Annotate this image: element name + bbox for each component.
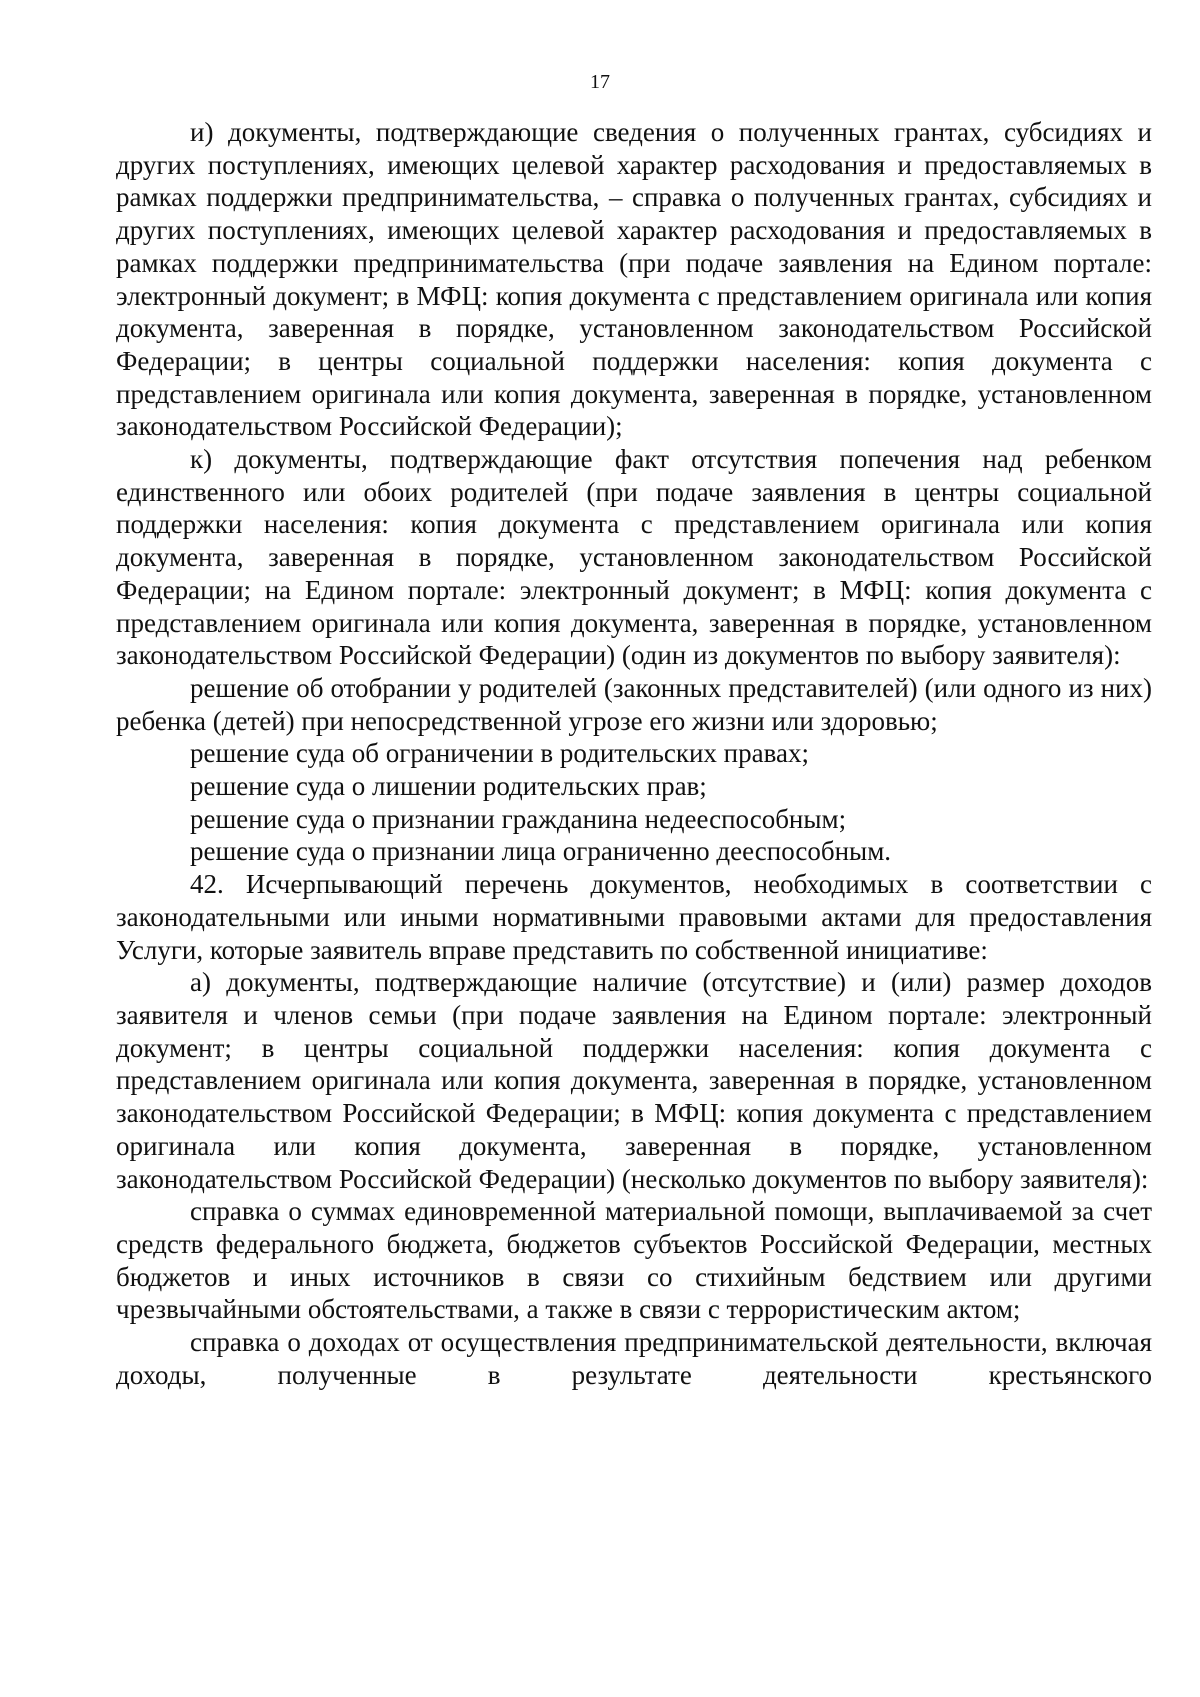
page-number: 17 [590,71,610,93]
paragraph-i-grants: и) документы, подтверждающие сведения о полученных грантах, субсидиях и других поступлениях, имеющих целевой характер расходования и предоставляемых в рамках поддержки предпринимательства, – справка о полученных грантах, субсидиях и других поступлениях, имеющих целевой характер расходования и предоставляемых в рамках поддержки предпринимательства (при подаче заявления на Едином портале: электронный документ; в МФЦ: копия документа с представлением оригинала или копия документа, заверенная в порядке, установленном законодательством Российской Федерации; в центры социальной поддержки населения: копия документа с представлением оригинала или копия документа, заверенная в порядке, установленном законодательством Российской Федерации); [116,117,1152,442]
document-body [116,116,1152,1391]
list-item-business-income: справка о доходах от осуществления предпринимательской деятельности, включая доходы, полученные в результате деятельности крестьянского [116,1327,1152,1390]
list-item-incapacity: решение суда о признании гражданина недееспособным; [190,803,847,834]
list-item-rights-restriction: решение суда об ограничении в родительских правах; [190,738,809,769]
list-item-removal-decision: решение об отобрании у родителей (законных представителей) (или одного из них) ребенка (детей) при непосредственной угрозе его жизни или здоровью; [116,672,1152,736]
paragraph-42: 42. Исчерпывающий перечень документов, необходимых в соответствии с законодательными или иными нормативными правовыми актами для предоставления Услуги, которые заявитель вправе представить по собственной инициативе: [116,869,1152,965]
list-item-emergency-aid: справка о суммах единовременной материальной помощи, выплачиваемой за счет средств федерального бюджета, бюджетов субъектов Российской Федерации, местных бюджетов и иных источников в связи со стихийным бедствием или другими чрезвычайными обстоятельствами, а также в связи с террористическим актом; [116,1196,1152,1325]
paragraph-a-income: а) документы, подтверждающие наличие (отсутствие) и (или) размер доходов заявителя и членов семьи (при подаче заявления на Едином портале: электронный документ; в центры социальной поддержки населения: копия документа с представлением оригинала или копия документа, заверенная в порядке, установленном законодательством Российской Федерации; в МФЦ: копия документа с представлением оригинала или копия документа, заверенная в порядке, установленном законодательством Российской Федерации) (несколько документов по выбору заявителя): [116,967,1152,1194]
list-item-limited-capacity: решение суда о признании лица ограниченно дееспособным. [190,836,892,867]
paragraph-k-custody: к) документы, подтверждающие факт отсутствия попечения над ребенком единственного или обоих родителей (при подаче заявления в центры социальной поддержки населения: копия документа с представлением оригинала или копия документа, заверенная в порядке, установленном законодательством Российской Федерации; на Едином портале: электронный документ; в МФЦ: копия документа с представлением оригинала или копия документа, заверенная в порядке, установленном законодательством Российской Федерации) (один из документов по выбору заявителя): [116,444,1152,671]
list-item-rights-deprivation: решение суда о лишении родительских прав; [190,771,707,802]
